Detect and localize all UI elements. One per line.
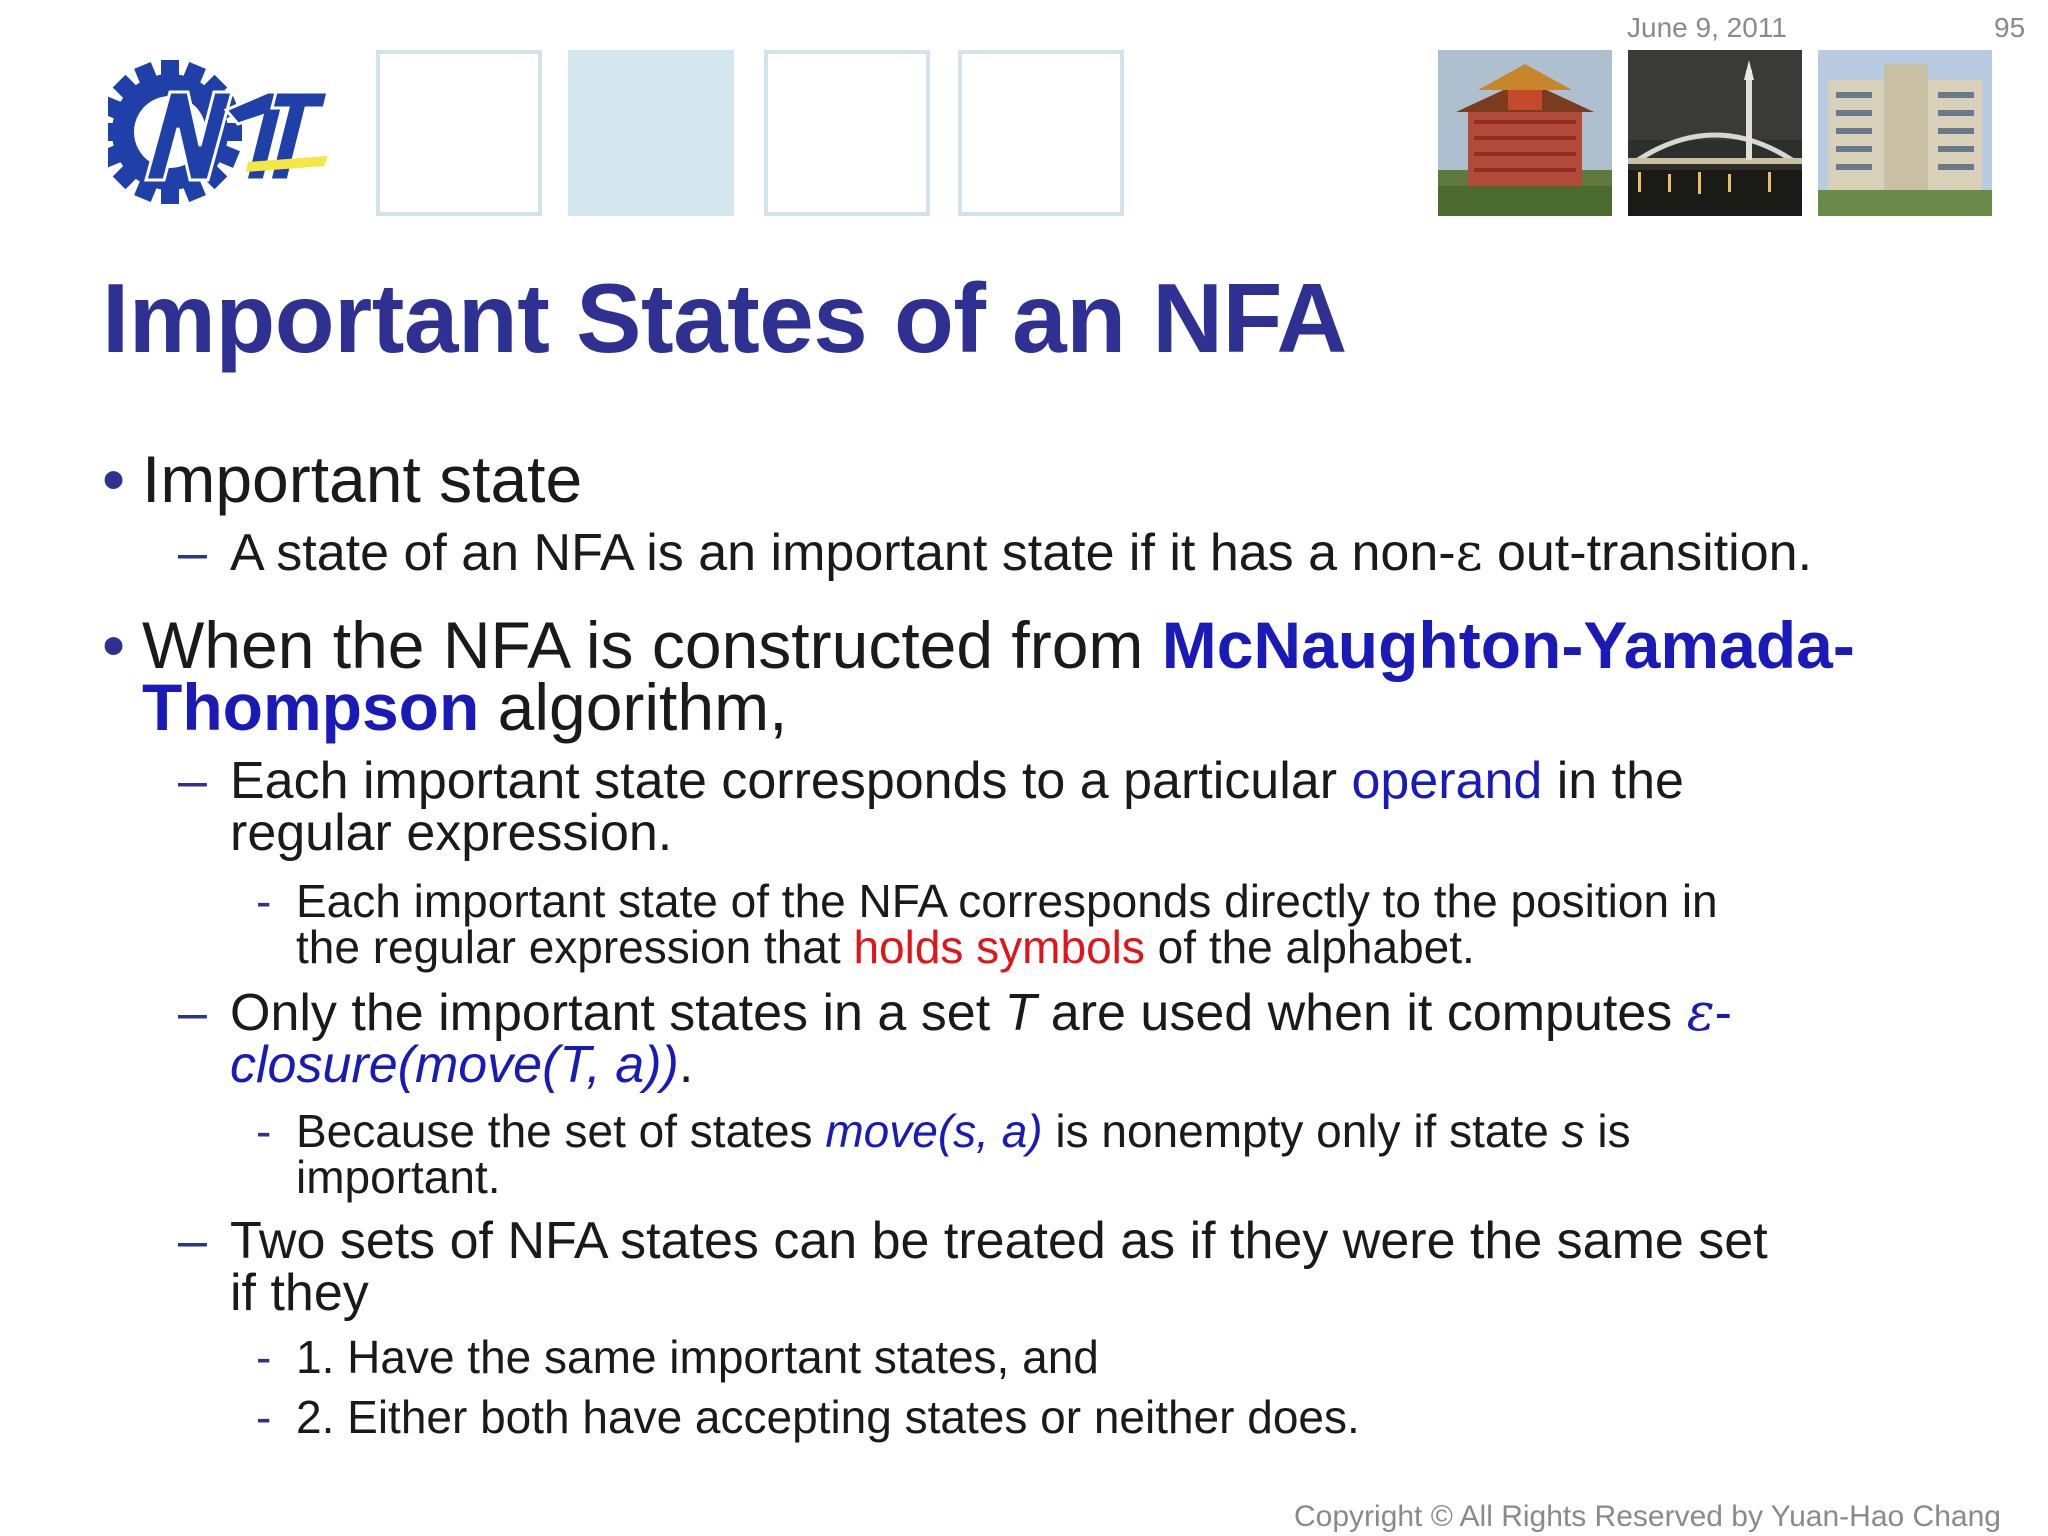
decorative-square	[376, 50, 542, 216]
bullet-important-state: Important state	[142, 442, 583, 516]
sub-sub-bullet-position-line1: Each important state of the NFA corresponds directly to the position in	[296, 875, 1718, 927]
sub-bullet-marker: –	[178, 524, 207, 582]
sub-bullet-marker: –	[178, 752, 207, 810]
algorithm-name: Thompson	[142, 670, 480, 744]
sub-bullet-definition	[230, 523, 1813, 583]
set-variable: T	[1004, 984, 1037, 1042]
text-run: of the alphabet.	[1144, 921, 1475, 973]
slide-title: Important States of an NFA	[102, 263, 1347, 373]
move-expression: move(s, a)	[825, 1105, 1043, 1157]
bullet-construction-line2	[142, 670, 788, 744]
highlight-operand: operand	[1351, 752, 1543, 810]
sub-sub-bullet-move-line2: important.	[296, 1151, 501, 1203]
sub-bullet-closure-line2	[230, 1038, 693, 1092]
text-run: Only the important states in a set	[230, 984, 1005, 1042]
text-run: .	[678, 1036, 694, 1094]
sub-bullet-marker: –	[178, 984, 207, 1042]
sub-sub-bullet-marker: -	[256, 1105, 272, 1157]
text-run: is nonempty only if state	[1042, 1105, 1562, 1157]
algorithm-name: McNaughton-Yamada-	[1161, 608, 1855, 682]
sub-sub-bullet-marker: -	[256, 1331, 272, 1383]
highlight-holds-symbols: holds symbols	[853, 921, 1145, 973]
text-run: Because the set of states	[296, 1105, 826, 1157]
university-logo	[108, 50, 338, 210]
sub-sub-bullet-position-line2	[296, 921, 1475, 973]
text-run: out-transition.	[1482, 524, 1813, 582]
text-run: algorithm,	[479, 670, 788, 744]
copyright-footer: Copyright © All Rights Reserved by Yuan-Hao Chang	[1294, 1500, 2001, 1533]
sub-bullet-same-set-line1: Two sets of NFA states can be treated as if they were the same set	[230, 1212, 1768, 1270]
sub-bullet-operand-line2: regular expression.	[230, 804, 673, 862]
condition-item-1: 1. Have the same important states, and	[296, 1331, 1099, 1383]
sub-bullet-closure-line1	[230, 983, 1732, 1043]
decorative-square	[764, 50, 930, 216]
sub-bullet-marker: –	[178, 1212, 207, 1270]
epsilon-symbol: ε	[1455, 523, 1483, 583]
campus-building-photo	[1818, 50, 1992, 216]
state-variable: s	[1561, 1105, 1585, 1157]
sub-sub-bullet-move-line1	[296, 1105, 1631, 1157]
bullet-marker: •	[102, 442, 126, 516]
condition-item-2: 2. Either both have accepting states or neither does.	[296, 1391, 1360, 1443]
text-run: is	[1584, 1105, 1631, 1157]
slide-date: June 9, 2011	[1627, 12, 1787, 43]
text-run: Each important state corresponds to a particular	[230, 752, 1352, 810]
epsilon-symbol: ε	[1686, 983, 1715, 1043]
bullet-construction-line1	[142, 608, 1855, 682]
text-run: are used when it computes	[1036, 984, 1687, 1042]
grand-hotel-photo	[1438, 50, 1612, 216]
sub-sub-bullet-marker: -	[256, 1391, 272, 1443]
bridge-night-photo	[1628, 50, 1802, 216]
text-run: the regular expression that	[296, 921, 854, 973]
text-run: When the NFA is constructed from	[142, 608, 1162, 682]
text-run: -	[1714, 984, 1732, 1042]
text-run: in the	[1542, 752, 1684, 810]
bullet-marker: •	[102, 608, 126, 682]
sub-sub-bullet-marker: -	[256, 875, 272, 927]
decorative-square	[958, 50, 1124, 216]
closure-expression: closure(move(T, a))	[230, 1036, 679, 1094]
decorative-square-filled	[568, 50, 734, 216]
page-number: 95	[1994, 12, 2026, 43]
sub-bullet-same-set-line2: if they	[230, 1264, 369, 1322]
sub-bullet-operand-line1	[230, 754, 1684, 808]
text-run: A state of an NFA is an important state if it has a non-	[230, 524, 1456, 582]
